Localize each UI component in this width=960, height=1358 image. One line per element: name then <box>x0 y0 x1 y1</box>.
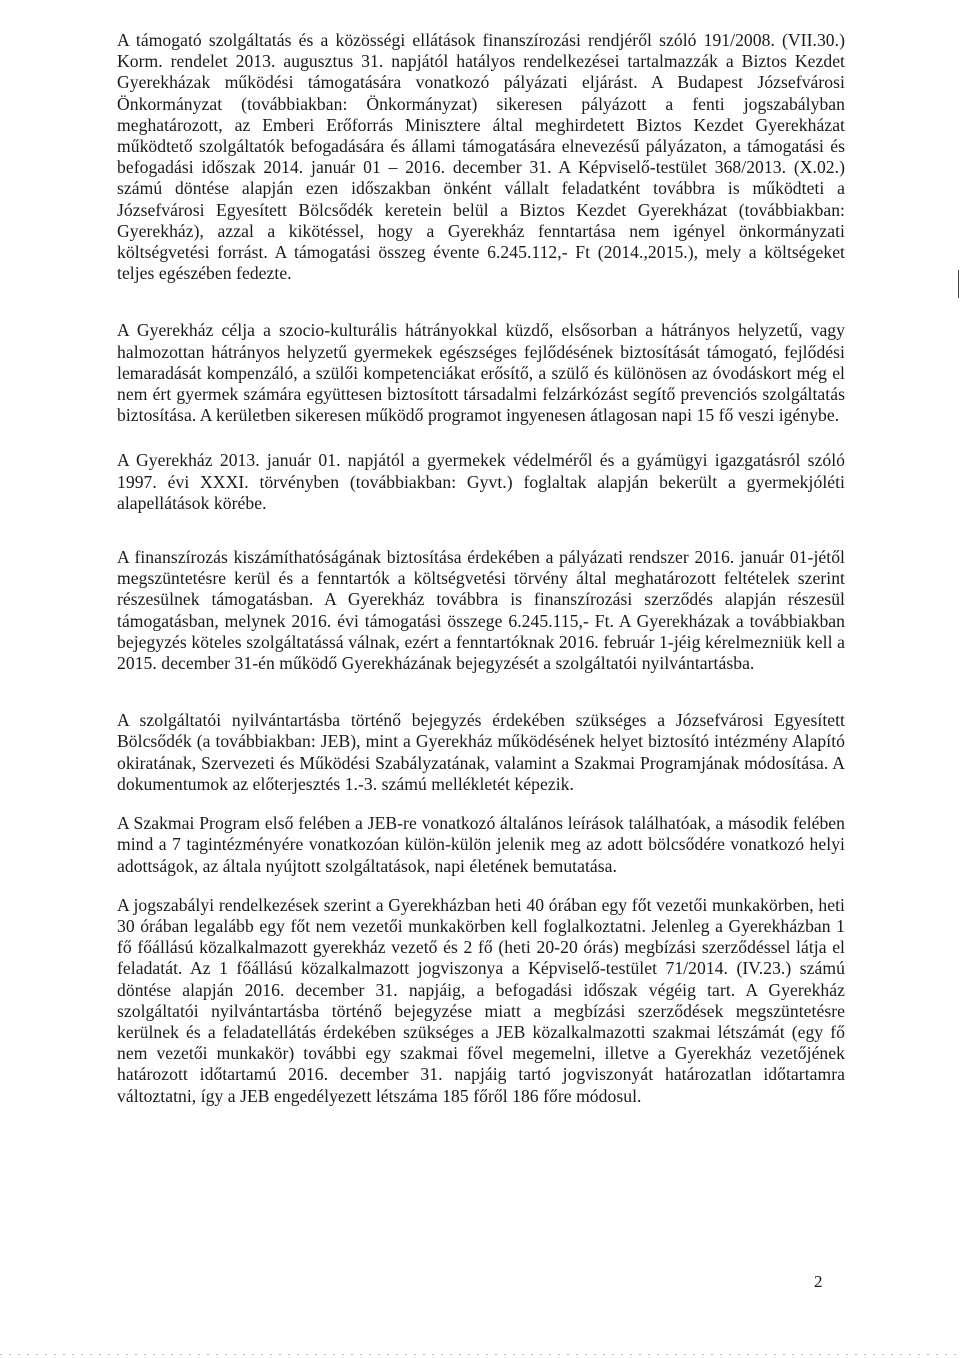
paragraph-4: A finanszírozás kiszámíthatóságának biztosítása érdekében a pályázati rendszer 2016. január 01-jétől megszüntetésre kerül és a fenntartók a költségvetési törvény által meghatározott feltételek szerint részesülnek támogatásban. A Gyerekház továbbra is finanszírozási szerződés alapján részesül támogatásban, melynek 2016. évi támogatási összege 6.245.115,- Ft. A Gyerekházak a továbbiakban bejegyzés köteles szolgáltatássá válnak, ezért a fenntartóknak 2016. február 1-jéig kérelmezniük kell a 2015. december 31-én működő Gyerekházának bejegyzését a szolgáltatói nyilvántartásba. <box>117 547 845 674</box>
paragraph-6: A Szakmai Program első felében a JEB-re vonatkozó általános leírások találhatóak, a második felében mind a 7 tagintézményére vonatkozóan külön-külön jelenik meg az adott bölcsődére vonatkozó helyi adottságok, az általa nyújtott szolgáltatások, napi életének bemutatása. <box>117 813 845 876</box>
paragraph-3: A Gyerekház 2013. január 01. napjától a gyermekek védelméről és a gyámügyi igazgatásról szóló 1997. évi XXXI. törvényben (továbbiakban: Gyvt.) foglaltak alapján bekerült a gyermekjóléti alapellátások körébe. <box>117 450 845 513</box>
paragraph-5: A szolgáltatói nyilvántartásba történő bejegyzés érdekében szükséges a Józsefvárosi Egyesített Bölcsődék (a továbbiakban: JEB), mint a Gyerekház működésének helyet biztosító intézmény Alapító okiratának, Szervezeti és Működési Szabályzatának, valamint a Szakmai Programjának módosítása. A dokumentumok az előterjesztés 1.-3. számú mellékletét képezik. <box>117 710 845 794</box>
paragraph-7: A jogszabályi rendelkezések szerint a Gyerekházban heti 40 órában egy főt vezetői munkakörben, heti 30 órában legalább egy főt nem vezetői munkakörben kell foglalkoztatni. Jelenleg a Gyerekházban 1 fő főállású közalkalmazott gyerekház vezető és 2 fő (heti 20-20 órás) megbízási szerződéssel látja el feladatát. Az 1 főállású közalkalmazott jogviszonya a Képviselő-testület 71/2014. (IV.23.) számú döntése alapján 2016. december 31. napjáig, a befogadási időszak végéig tart. A Gyerekház szolgáltatói nyilvántartásba történő bejegyzése miatt a megbízási szerződések megszüntetésre kerülnek és a feladatellátás érdekében szükséges a JEB közalkalmazotti szakmai létszámát (egy fő nem vezetői munkakör) további egy szakmai fővel megemelni, illetve a Gyerekház vezetőjének határozott időtartamú 2016. december 31. napjáig tartó jogviszonyát határozatlan időtartamra változtatni, így a JEB engedélyezett létszáma 185 főről 186 főre módosul. <box>117 894 845 1106</box>
document-page <box>117 30 845 1107</box>
scan-edge-mark <box>958 270 959 298</box>
paragraph-1: A támogató szolgáltatás és a közösségi ellátások finanszírozási rendjéről szóló 191/2008. (VII.30.) Korm. rendelet 2013. augusztus 31. napjától hatályos rendelkezései tartalmazzák a Biztos Kezdet Gyerekházak működési támogatására vonatkozó pályázati eljárást. A Budapest Józsefvárosi Önkormányzat (továbbiakban: Önkormányzat) sikeresen pályázott a fenti jogszabályban meghatározott, az Emberi Erőforrás Minisztere által meghirdetett Biztos Kezdet Gyerekházat működtető szolgáltatók befogadására és állami támogatására elnevezésű pályázaton, a támogatási és befogadási időszak 2014. január 01 – 2016. december 31. A Képviselő-testület 368/2013. (X.02.) számú döntése alapján ezen időszakban önként vállalt feladatként továbbra is működteti a Józsefvárosi Egyesített Bölcsődék keretein belül a Biztos Kezdet Gyerekházat (továbbiakban: Gyerekház), azzal a kikötéssel, hogy a Gyerekház fenntartása nem igényel önkormányzati költségvetési forrást. A támogatási összeg évente 6.245.112,- Ft (2014.,2015.), mely a költségeket teljes egészében fedezte. <box>117 30 845 284</box>
page-number: 2 <box>814 1272 823 1291</box>
paragraph-2: A Gyerekház célja a szocio-kulturális hátrányokkal küzdő, elsősorban a hátrányos helyzetű, vagy halmozottan hátrányos helyzetű gyermekek egészséges fejlődésének biztosítását támogató, fejlődési lemaradását kompenzáló, a szülői kompetenciákat erősítő, a szülő és különösen az óvodáskort még el nem ért gyermek számára együttesen biztosított társadalmi felzárkózást segítő prevenciós szolgáltatás biztosítása. A kerületben sikeresen működő programot ingyenesen átlagosan napi 15 fő veszi igénybe. <box>117 320 845 426</box>
scan-bottom-noise <box>0 1354 960 1355</box>
